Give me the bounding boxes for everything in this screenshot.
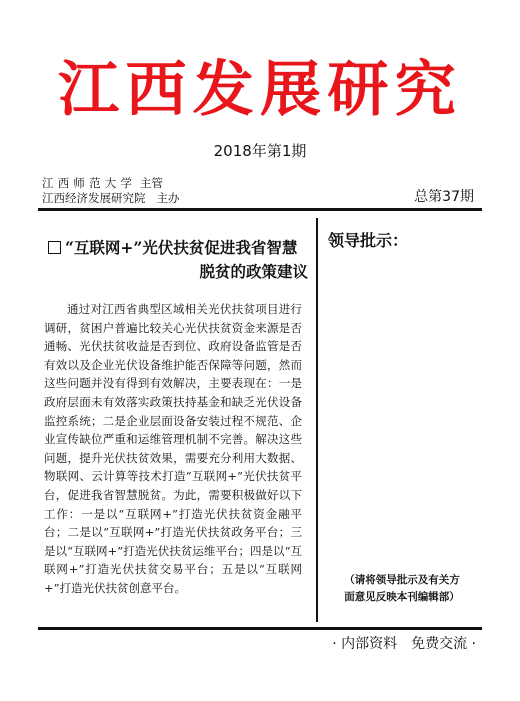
sponsor-name: 江西经济发展研究院 (42, 191, 146, 205)
leader-note-line-2: 面意见反映本刊编辑部） (344, 591, 460, 603)
footer-divider (38, 627, 482, 630)
publisher-info (42, 176, 179, 206)
article-title (48, 236, 308, 284)
masthead-title: 江西发展研究 (58, 55, 462, 125)
header-divider (38, 208, 482, 211)
article-title-line-1: “互联网+”光伏扶贫促进我省智慧 (48, 236, 308, 260)
article-title-line-2: 脱贫的政策建议 (199, 262, 308, 281)
issue-number: 2018年第1期 (213, 142, 307, 160)
supervisor-row (42, 176, 179, 191)
column-divider (316, 218, 318, 622)
leader-note (324, 572, 480, 606)
sponsor-role: 主办 (156, 191, 180, 205)
sponsor-row (42, 191, 179, 206)
checkbox-icon (48, 241, 61, 254)
article-body: 通过对江西省典型区域相关光伏扶贫项目进行调研，贫困户普遍比较关心光伏扶贫资金来源是否通畅、光伏扶贫收益是否到位、政府设备监管是否有效以及企业光伏设备维护能否保障等问题，然而这些问题并没有得到有效解决，主要表现在：一是政府层面未有效落实政策扶持基金和缺乏光伏设备监控系统；二是企业层面设备安装过程不规范、企业宣传缺位严重和运维管理机制不完善。解决这些问题，提升光伏扶贫效果，需要充分利用大数据、物联网、云计算等技术打造“互联网+”光伏扶贫平台，促进我省智慧脱贫。为此，需要积极做好以下工作：一是以“互联网+”打造光伏扶贫资金融平台；二是以“互联网+”打造光伏扶贫政务平台；三是以“互联网+”打造光伏扶贫运维平台；四是以“互联网+”打造光伏扶贫交易平台；五是以“互联网+”打造光伏扶贫创意平台。 (44, 302, 302, 595)
leader-note-line-1: （请将领导批示及有关方 (344, 574, 460, 586)
supervisor-name: 江西师范大学 (42, 176, 137, 190)
masthead (0, 54, 520, 126)
footer-note: · 内部资料 免费交流 · (332, 636, 476, 652)
total-issue-number: 总第37期 (414, 189, 474, 205)
leader-instruction-label: 领导批示： (328, 231, 409, 250)
supervisor-role: 主管 (139, 176, 163, 190)
